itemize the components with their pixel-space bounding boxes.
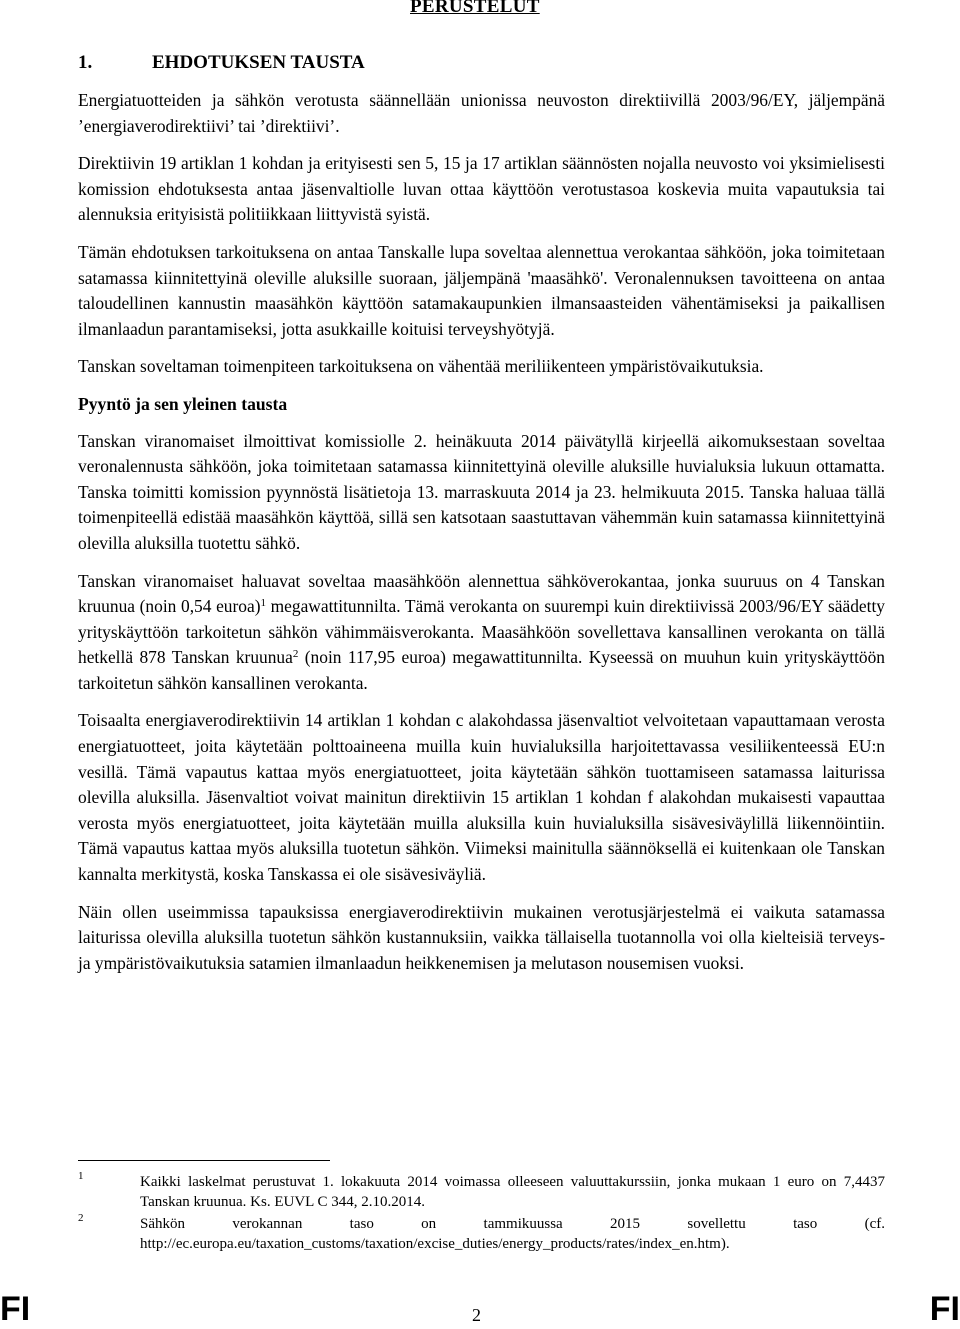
section-title-text: EHDOTUKSEN TAUSTA <box>152 52 365 73</box>
paragraph-danish-request: Tanskan viranomaiset ilmoittivat komissiolle 2. heinäkuuta 2014 päivätyllä kirjeellä aikomuksestaan soveltaa veronalennusta sähköön, joka toimitetaan satamassa kiinnitettyinä oleville aluksille huvialuksia lukuun ottamatta. Tanska toimitti komission pyynnöstä lisätietoja 13. marraskuuta 2014 ja 23. helmikuuta 2015. Tanska haluaa tällä toimenpiteellä edistää maasähkön käyttöä, sillä sen katsotaan saastuttavan vähemmän kuin satamassa kiinnitettyinä olevilla aluksilla tuotettu sähkö. <box>78 430 885 553</box>
footnote-divider <box>78 1160 330 1161</box>
footnote-marker-2: 2 <box>78 1212 84 1224</box>
footer-language-right: FI <box>929 1290 960 1328</box>
footnote-marker-1: 1 <box>78 1170 84 1182</box>
tax-rate-text-b: megawattitunnilta. Tämä verokanta on suurempi kuin direktiivissä 2003/96/EY säädetty yrityskäyttöön tarkoitetun sähkön vähimmäisverokanta. Maasähköön sovellettava kansallinen verokanta on tällä hetkellä 878 Tanskan kruunua <box>78 596 885 668</box>
paragraph-tax-rate <box>78 569 885 697</box>
paragraph-directive-intro: Energiatuotteiden ja sähkön verotusta säännellään unionissa neuvoston direktiivillä 2003/96/EY, jäljempänä ’energiaverodirektiivi’ tai ’direktiivi’. <box>78 90 885 136</box>
page-number: 2 <box>472 1305 481 1325</box>
paragraph-article-19: Direktiivin 19 artiklan 1 kohdan ja erityisesti sen 5, 15 ja 17 artiklan säännösten nojalla neuvosto voi yksimielisesti komission ehdotuksesta antaa jäsenvaltiolle luvan ottaa käyttöön verotustasoa koskevia muita vapautuksia tai alennuksia erityisistä politiikkaan liittyvistä syistä. <box>78 153 885 225</box>
footnote-text-1: Kaikki laskelmat perustuvat 1. lokakuuta 2014 voimassa olleeseen valuuttakurssiin, jonka mukaan 1 euro on 7,4437 Tanskan kruunua. Ks. EUVL C 344, 2.10.2014. <box>140 1174 885 1210</box>
document-body <box>78 88 885 988</box>
footnote-1 <box>78 1172 885 1212</box>
footnote-2 <box>78 1214 885 1254</box>
paragraph-proposal-aim: Tämän ehdotuksen tarkoituksena on antaa Tanskalle lupa soveltaa alennettua verokantaa sähköön, joka toimitetaan satamassa kiinnitettyinä oleville aluksille suoraan, jäljempänä 'maasähkö'. Veronalennuksen tavoitteena on antaa taloudellinen kannustin maasähkön käyttöön satamakaupunkien ilmansaasteiden vähentämiseksi ja paikallisen ilmanlaadun parantamiseksi, jotta asukkaille koituisi terveyshyötyjä. <box>78 241 885 339</box>
footnote-ref-2[interactable]: 2 <box>292 648 299 661</box>
tax-rate-text-a: Tanskan viranomaiset haluavat soveltaa maasähköön alennettua sähköverokantaa, jonka suuruus on 4 Tanskan kruunua (noin 0,54 euroa) <box>78 570 885 617</box>
paragraph-exemption: Toisaalta energiaverodirektiivin 14 artiklan 1 kohdan c alakohdassa jäsenvaltiot velvoitetaan vapauttamaan verosta energiatuotteet, joita käytetään polttoaineena muilla kuin huvialuksilla harjoitettavassa vesiliikenteessä EU:n vesillä. Tämä vapautus kattaa myös energiatuotteet, joita käytetään sähkön tuottamiseen satamassa laiturissa olevilla aluksilla. Jäsenvaltiot voivat mainitun direktiivin 15 artiklan 1 kohdan f alakohdan mukaisesti vapauttaa verosta myös energiatuotteet, joita käytetään muilla aluksilla kuin huvialuksilla sisävesiväylillä liikennöintiin. Tämä vapautus kattaa myös aluksilla tuotetun sähkön. Viimeksi mainitulla säännöksellä ei kuitenkaan ole Tanskan kannalta merkitystä, koska Tanskassa ei ole sisävesiväyliä. <box>78 710 885 885</box>
paragraph-environmental-impact: Tanskan soveltaman toimenpiteen tarkoituksena on vähentää meriliikenteen ympäristövaikutuksia. <box>78 356 764 377</box>
document-heading: PERUSTELUT <box>410 0 540 17</box>
tax-rate-text-c: (noin 117,95 euroa) megawattitunnilta. Kyseessä on muuhun kuin yrityskäyttöön tarkoitetun sähkön kansallinen verokanta. <box>78 647 885 693</box>
footer-language-left: FI <box>0 1290 31 1328</box>
footnote-ref-1[interactable]: 1 <box>260 597 266 610</box>
subheading-request: Pyyntö ja sen yleinen tausta <box>78 393 288 414</box>
footnote-text-2: Sähkön verokannan taso on tammikuussa 2015 sovellettu taso (cf. http://ec.europa.eu/taxation_customs/taxation/excise_duties/energy_products/rates/index_en.htm). <box>140 1216 885 1252</box>
section-number: 1. <box>78 52 93 73</box>
section-title <box>78 52 365 74</box>
paragraph-conclusion: Näin ollen useimmissa tapauksissa energiaverodirektiivin mukainen verotusjärjestelmä ei vaikuta satamassa laiturissa olevilla aluksilla tuotetun sähkön kustannuksiin, vaikka tällaisella tuotannolla voi olla kielteisiä terveys- ja ympäristövaikutuksia satamien ilmanlaadun heikkenemisen ja melutason nousemisen vuoksi. <box>78 901 885 973</box>
